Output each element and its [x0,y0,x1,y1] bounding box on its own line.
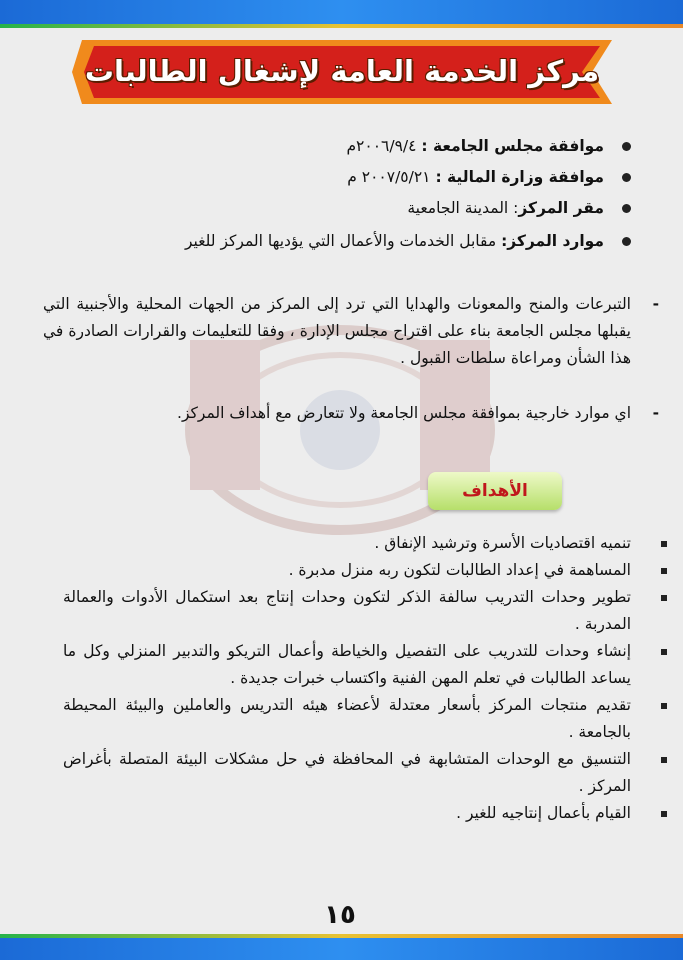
goal-text: المساهمة في إعداد الطالبات لتكون ربه منزل مدبرة . [288,561,631,579]
square-bullet-icon [661,595,667,601]
info-value: مقابل الخدمات والأعمال التي يؤديها المركز للغير [184,232,502,250]
info-list [51,131,631,255]
resource-text: التبرعات والمنح والمعونات والهدايا التي ترد إلى المركز من الجهات المحلية والأجنبية التي يقبلها مجلس الجامعة بناء على اقتراح مجلس الإدارة ، وفقا للتعليمات والقرارات الصادرة في هذا الشأن ومراعاة سلطات القبول . [43,295,631,367]
bottom-decorative-bar [0,938,683,960]
info-item-location [51,193,631,224]
goal-text: تنميه اقتصاديات الأسرة وترشيد الإنفاق . [374,534,631,552]
goal-text: القيام بأعمال إنتاجيه للغير . [456,804,631,822]
bullet-icon [622,204,631,213]
top-decorative-bar [0,0,683,24]
square-bullet-icon [661,649,667,655]
square-bullet-icon [661,703,667,709]
square-bullet-icon [661,811,667,817]
dash-icon: - [652,295,659,313]
resource-item-external [43,400,659,427]
goal-text: إنشاء وحدات للتدريب على التفصيل والخياطة وأعمال التريكو والتدبير المنزلي وكل ما يساعد الطالبات في تعلم المهن الفنية واكتساب خبرات جديدة . [63,642,631,687]
info-item-council-approval [51,131,631,162]
info-value: ٢٠٠٧/٥/٢١ م [347,168,436,186]
resource-item-donations [43,291,659,372]
info-value: ٢٠٠٦/٩/٤م [346,137,422,155]
goal-item [63,638,631,692]
bullet-icon [622,173,631,182]
goal-item [63,800,631,827]
goal-text: تطوير وحدات التدريب سالفة الذكر لتكون وحدات إنتاج بعد استكمال الأدوات والعمالة المدربة . [63,588,631,633]
info-item-finance-approval [51,162,631,193]
page-title: مركز الخدمة العامة لإشغال الطالبات [84,54,600,88]
goal-item [63,530,631,557]
resource-text: اي موارد خارجية بموافقة مجلس الجامعة ولا تتعارض مع أهداف المركز. [177,404,631,422]
info-label: موافقة وزارة المالية : [435,168,604,186]
goals-list [63,530,631,827]
square-bullet-icon [661,541,667,547]
bullet-icon [622,142,631,151]
page-number: ١٥ [324,900,356,930]
top-accent-stripe [0,24,683,28]
goals-heading: الأهداف [462,481,528,501]
info-item-resources [51,227,631,255]
square-bullet-icon [661,757,667,763]
goal-text: تقديم منتجات المركز بأسعار معتدلة لأعضاء هيئه التدريس والعاملين والبيئة المحيطة بالجامعة . [63,696,631,741]
bullet-icon [622,237,631,246]
dash-icon: - [652,404,659,422]
goal-item [63,557,631,584]
info-label: موارد المركز: [501,232,604,250]
goal-item [63,746,631,800]
info-label: مقر المركز [518,199,604,217]
goal-item [63,584,631,638]
info-label: موافقة مجلس الجامعة : [421,137,604,155]
info-value: : المدينة الجامعية [407,199,519,217]
square-bullet-icon [661,568,667,574]
goal-text: التنسيق مع الوحدات المتشابهة في المحافظة في حل مشكلات البيئة المتصلة بأغراض المركز . [63,750,631,795]
goal-item [63,692,631,746]
